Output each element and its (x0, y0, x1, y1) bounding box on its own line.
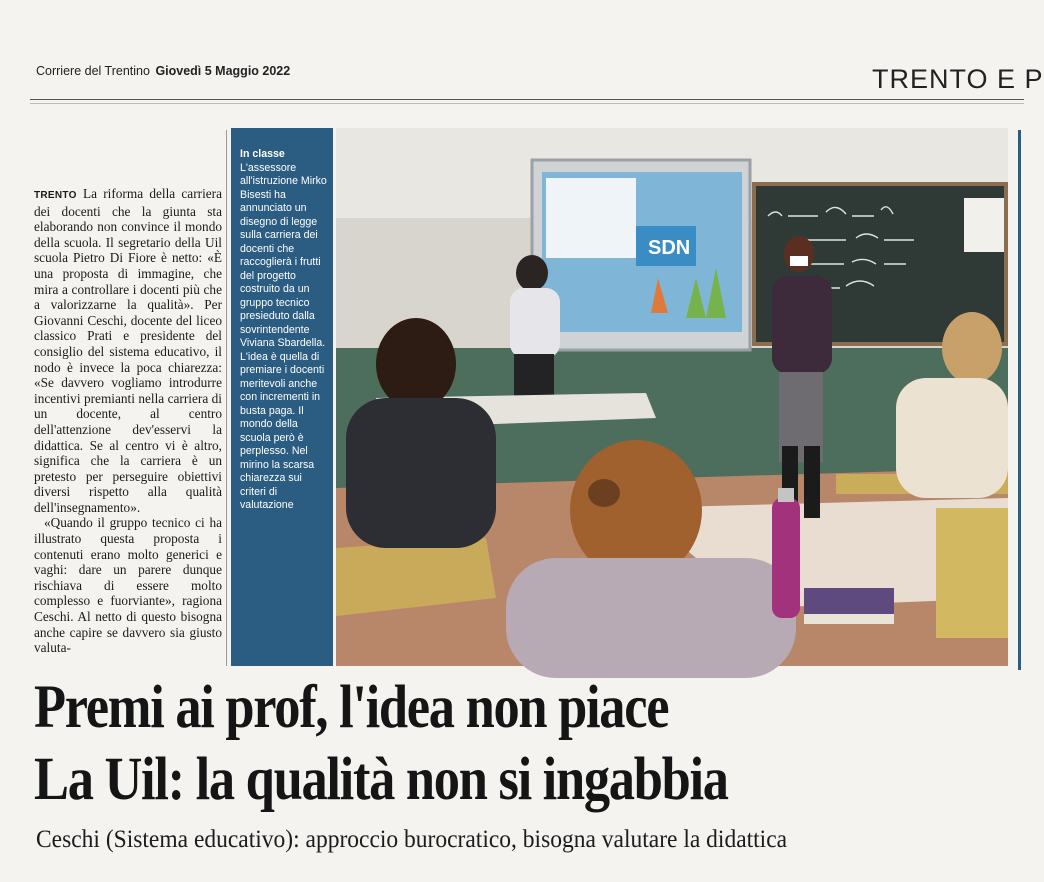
masthead (0, 0, 1044, 108)
notebook-stack (804, 588, 894, 614)
front-student-hoodie (506, 558, 796, 678)
classroom-illustration (336, 128, 1008, 666)
wall-poster (964, 198, 1004, 252)
masthead-left (36, 64, 290, 78)
right-student-sweater (896, 378, 1008, 498)
newspaper-name: Corriere del Trentino (36, 64, 150, 78)
article-paragraph-2: «Quando il gruppo tecnico ci ha illustrato questa proposta i contenuti erano molto generici e vaghi: dare un parere dunque rischiava di essere molto complesso e fuorviante», ragiona Ceschi. Al netto di questo bisogna anche capire se davvero sia giusto valuta- (34, 515, 222, 656)
article-paragraph-1-text: La riforma della carriera dei docenti che la giunta sta elaborando non convince il mondo della scuola. Il segretario della Uil scuola Pietro Di Fiore è netto: «È una proposta di immagine, che mira a controllare i docenti più che a valorizzarne la qualità». Per Giovanni Ceschi, docente del liceo classico Prati e presidente del consiglio del sistema educativo, il nodo è invece la poca chiarezza: «Se davvero vogliamo introdurre incentivi premianti nella carriera di un docente, al centro dell'attenzione dev'esservi la didattica. Se al centro vi è altro, significa che la carriera è un pretesto per perseguire obiettivi diversi rispetto alla qualità dell'insegnamento». (34, 186, 222, 515)
classroom-photo (336, 128, 1008, 666)
headline-line-2: La Uil: la qualità non si ingabbia (34, 746, 728, 813)
bottle-cap (778, 488, 794, 502)
front-student-bun (588, 479, 620, 507)
teacher-sweater (772, 276, 832, 374)
masthead-rule (30, 99, 1024, 100)
section-title: TRENTO E P (872, 64, 1044, 94)
student-hoodie (510, 288, 560, 358)
right-student-head (942, 312, 1002, 384)
teacher-head (784, 236, 814, 272)
issue-date: Giovedì 5 Maggio 2022 (155, 64, 291, 78)
teacher-boot-right (804, 446, 820, 518)
masthead-rule-secondary (30, 103, 1024, 104)
screen-text: SDN (648, 237, 691, 259)
teacher-mask (790, 256, 808, 266)
water-bottle (772, 498, 800, 618)
seated-student-head (376, 318, 456, 410)
article-body (34, 186, 222, 656)
column-divider (226, 130, 227, 666)
article-paragraph-1 (34, 186, 222, 515)
seated-student-jacket (346, 398, 496, 548)
right-column-rule (1018, 130, 1021, 670)
student-head (516, 255, 548, 291)
screen-window (546, 178, 636, 258)
subheadline: Ceschi (Sistema educativo): approccio burocratico, bisogna valutare la didattica (36, 826, 788, 853)
headline-line-1: Premi ai prof, l'idea non piace (34, 674, 669, 741)
dateline: TRENTO (34, 190, 77, 201)
photo-caption-box (231, 128, 333, 666)
caption-text: L'assessore all'istruzione Mirko Bisesti ha annunciato un disegno di legge sulla carriera dei docenti che raccoglierà i frutti del progetto costruito da un gruppo tecnico presieduto dalla sovrintendente Viviana Sbardella. L'idea è quella di premiare i docenti meritevoli anche con incrementi in busta paga. Il mondo della scuola però è perplesso. Nel mirino la scarsa chiarezza sui criteri di valutazione (240, 161, 327, 511)
caption-title: In classe (240, 148, 285, 160)
headline (34, 672, 877, 816)
notebook-pages (804, 614, 894, 624)
chair-right (936, 508, 1008, 638)
